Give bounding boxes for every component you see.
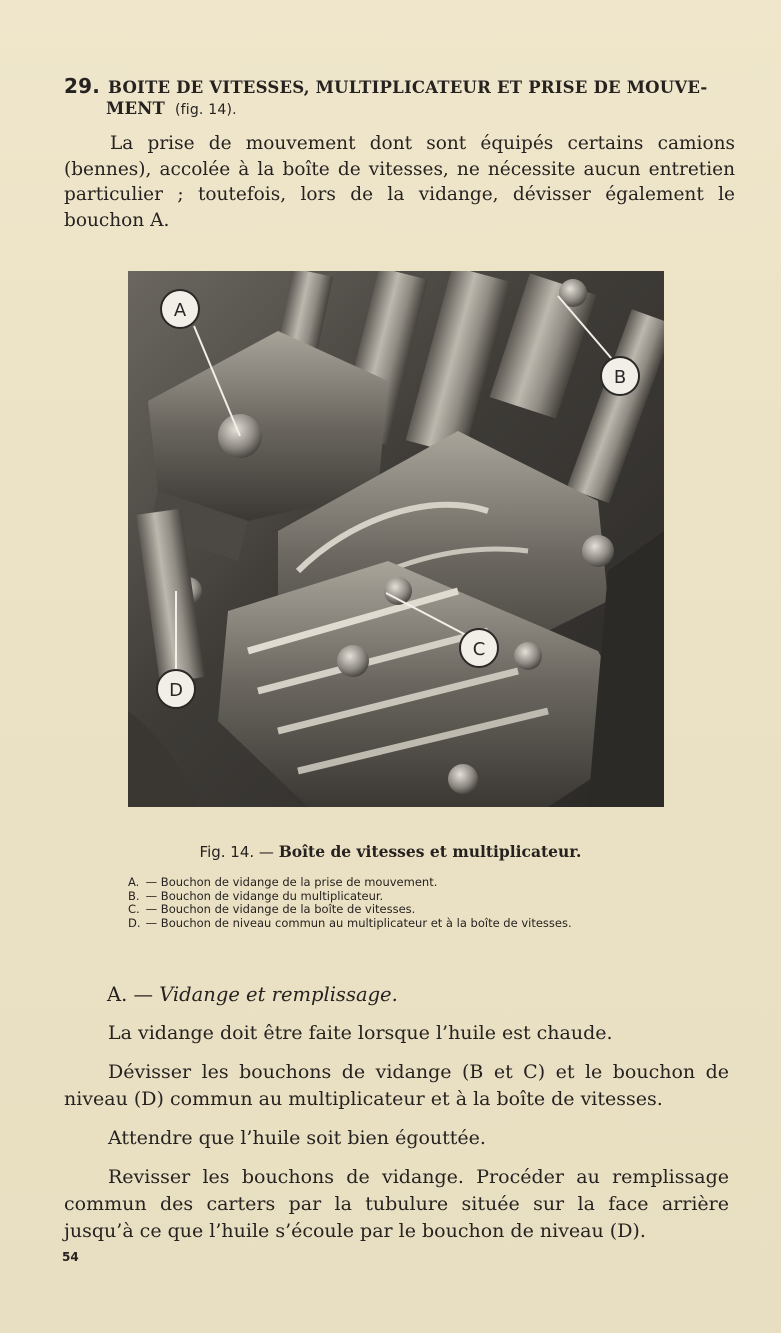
callout-c [460, 629, 498, 667]
figure-legend [128, 876, 688, 930]
section-title-line2: MENT [106, 99, 166, 118]
caption-prefix: Fig. 14. — [199, 843, 274, 861]
body-paragraph: Dévisser les bouchons de vidange (B et C) et le bouchon de niveau (D) commun au multiplicateur et à la boîte de vitesses. [64, 1061, 729, 1110]
callout-b [601, 357, 639, 395]
intro-paragraph: La prise de mouvement dont sont équipés certains camions (bennes), accolée à la boîte de vitesses, ne nécessite aucun entretien particulier ; toutefois, lors de la vidange, dévisser également le bouchon A. [64, 133, 735, 231]
figure-caption [0, 842, 781, 861]
legend-item: A. — Bouchon de vidange de la prise de mouvement. [128, 875, 438, 889]
body-paragraph: La vidange doit être faite lorsque l’huile est chaude. [108, 1022, 613, 1044]
subsection-heading [107, 983, 398, 1006]
callout-a [161, 290, 199, 328]
caption-title: Boîte de vitesses et multiplicateur. [278, 842, 582, 861]
callout-d [157, 670, 195, 708]
section-heading [64, 76, 736, 121]
svg-text:B: B [613, 367, 627, 388]
svg-text:A: A [173, 300, 187, 321]
subsection-title: Vidange et remplissage. [159, 983, 398, 1006]
legend-item: D. — Bouchon de niveau commun au multiplicateur et à la boîte de vitesses. [128, 915, 572, 930]
body-paragraph: Attendre que l’huile soit bien égouttée. [108, 1127, 486, 1149]
svg-text:D: D [169, 680, 183, 701]
gearbox-photo [128, 271, 664, 807]
figure-reference: (fig. 14). [174, 102, 237, 118]
section-number: 29. [64, 74, 101, 98]
section-title-line1: BOITE DE VITESSES, MULTIPLICATEUR ET PRISE DE MOUVE- [108, 78, 708, 97]
body-text [64, 1020, 729, 1257]
legend-item: B. — Bouchon de vidange du multiplicateur. [128, 888, 384, 903]
svg-text:C: C [472, 639, 486, 660]
legend-item: C. — Bouchon de vidange de la boîte de vitesses. [128, 902, 416, 916]
page-number: 54 [62, 1250, 79, 1264]
subsection-key: A. — [107, 983, 153, 1006]
body-paragraph: Revisser les bouchons de vidange. Procéder au remplissage commun des carters par la tubulure située sur la face arrière jusqu’à ce que l’huile s’écoule par le bouchon de niveau (D). [64, 1166, 729, 1242]
